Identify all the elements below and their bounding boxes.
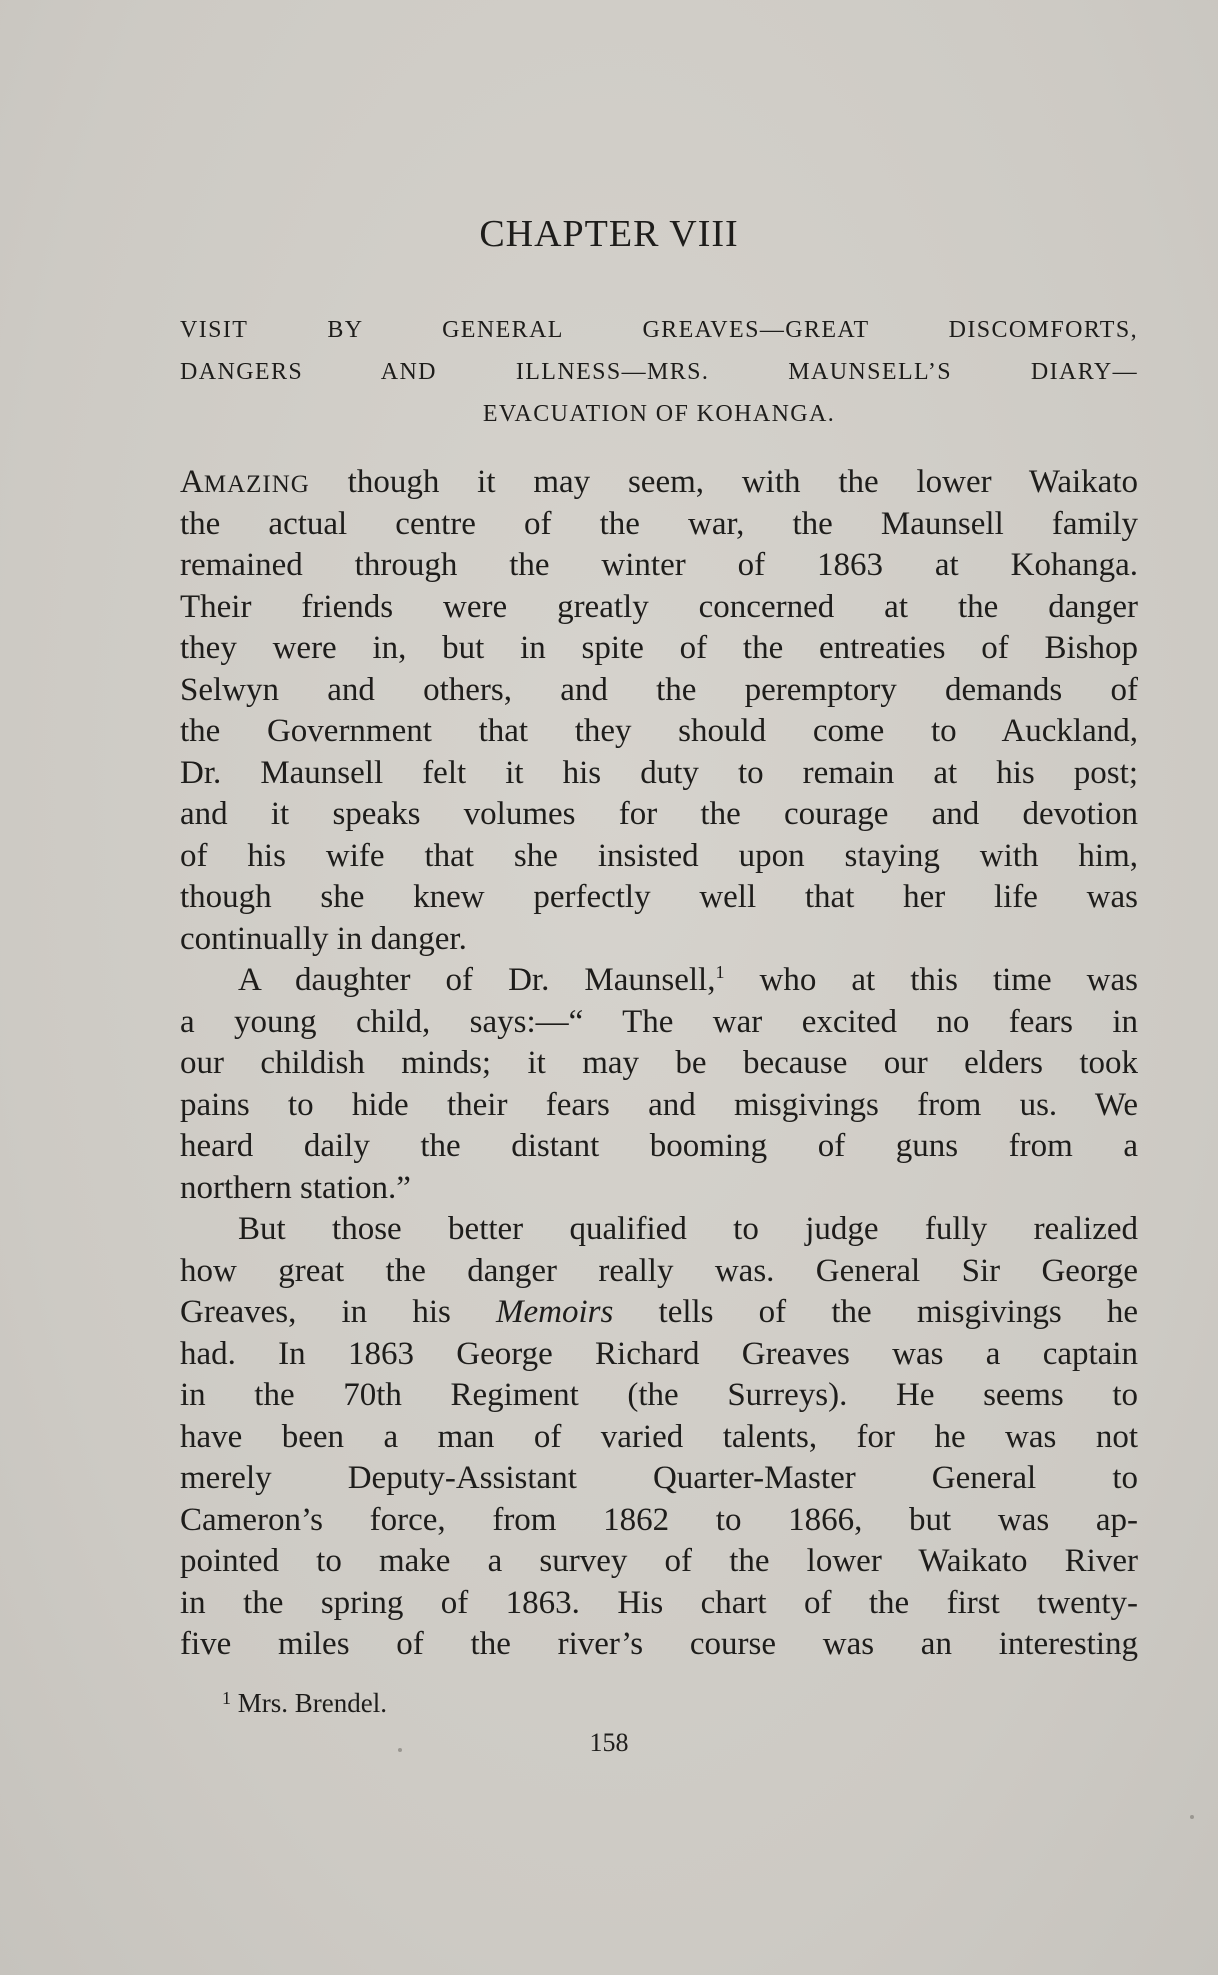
text-line: Cameron’s force, from 1862 to 1866, but was ap- [180,1501,1138,1538]
text-line: and it speaks volumes for the courage and devotion [180,796,1138,832]
text-line: heard daily the distant booming of guns from a [180,1128,1138,1164]
footnote-reference[interactable]: 1 [715,962,725,982]
text-line: in the spring of 1863. His chart of the first twenty- [180,1584,1138,1621]
summary-line: VISIT BY GENERAL GREAVES—GREAT DISCOMFORTS, [180,317,1138,343]
text-line: But those better qualified to judge fully realized [238,1211,1138,1247]
text-line: they were in, but in spite of the entreaties of Bishop [180,630,1138,666]
drop-initial: A [180,464,204,500]
text-line: in the 70th Regiment (the Surreys). He seems to [180,1377,1138,1413]
text-line: have been a man of varied talents, for he was not [180,1418,1138,1455]
text-line: of his wife that she insisted upon staying with him, [180,837,1138,874]
text-line: Their friends were greatly concerned at the danger [180,588,1138,625]
text-line: pains to hide their fears and misgivings from us. We [180,1086,1138,1123]
text-line: five miles of the river’s course was an interesting [180,1626,1138,1662]
chapter-title: CHAPTER VIII [479,213,739,255]
text-line: AMAZING though it may seem, with the lower Waikato [180,464,1138,500]
chapter-summary [180,309,1138,435]
text-line: had. In 1863 George Richard Greaves was a captain [180,1335,1138,1372]
footnote [222,1688,387,1719]
body-text [180,462,1138,1666]
paper-speck [398,1748,402,1752]
summary-line: DANGERS AND ILLNESS—MRS. MAUNSELL’S DIARY— [180,359,1138,385]
text-line: merely Deputy-Assistant Quarter-Master General to [180,1460,1138,1496]
text-line: Selwyn and others, and the peremptory demands of [180,671,1138,708]
text-line: continually in danger. [180,920,467,957]
text-line: the actual centre of the war, the Maunsell family [180,505,1138,542]
text-line: a young child, says:—“ The war excited no fears in [180,1003,1138,1040]
page-number: 158 [589,1728,629,1757]
text-line: Dr. Maunsell felt it his duty to remain at his post; [180,754,1138,791]
paper-speck [1190,1815,1194,1819]
opening-smallcaps: MAZING [203,471,310,498]
text-line: how great the danger really was. General Sir George [180,1252,1138,1289]
text-line: remained through the winter of 1863 at Kohanga. [180,547,1138,583]
text-line: though she knew perfectly well that her life was [180,879,1138,915]
footnote-text: Mrs. Brendel. [231,1688,387,1718]
text-line: the Government that they should come to Auckland, [180,713,1138,749]
text-line: northern station.” [180,1169,411,1206]
text-line: pointed to make a survey of the lower Waikato River [180,1543,1138,1579]
text-line: our childish minds; it may be because our elders took [180,1045,1138,1081]
summary-line: EVACUATION OF KOHANGA. [482,401,836,427]
book-title-memoirs: Memoirs [496,1294,614,1330]
footnote-marker: 1 [222,1688,231,1708]
text-line: Greaves, in his Memoirs tells of the misgivings he [180,1294,1138,1330]
text-line: A daughter of Dr. Maunsell,$^1$ who at this time was [238,962,1138,998]
